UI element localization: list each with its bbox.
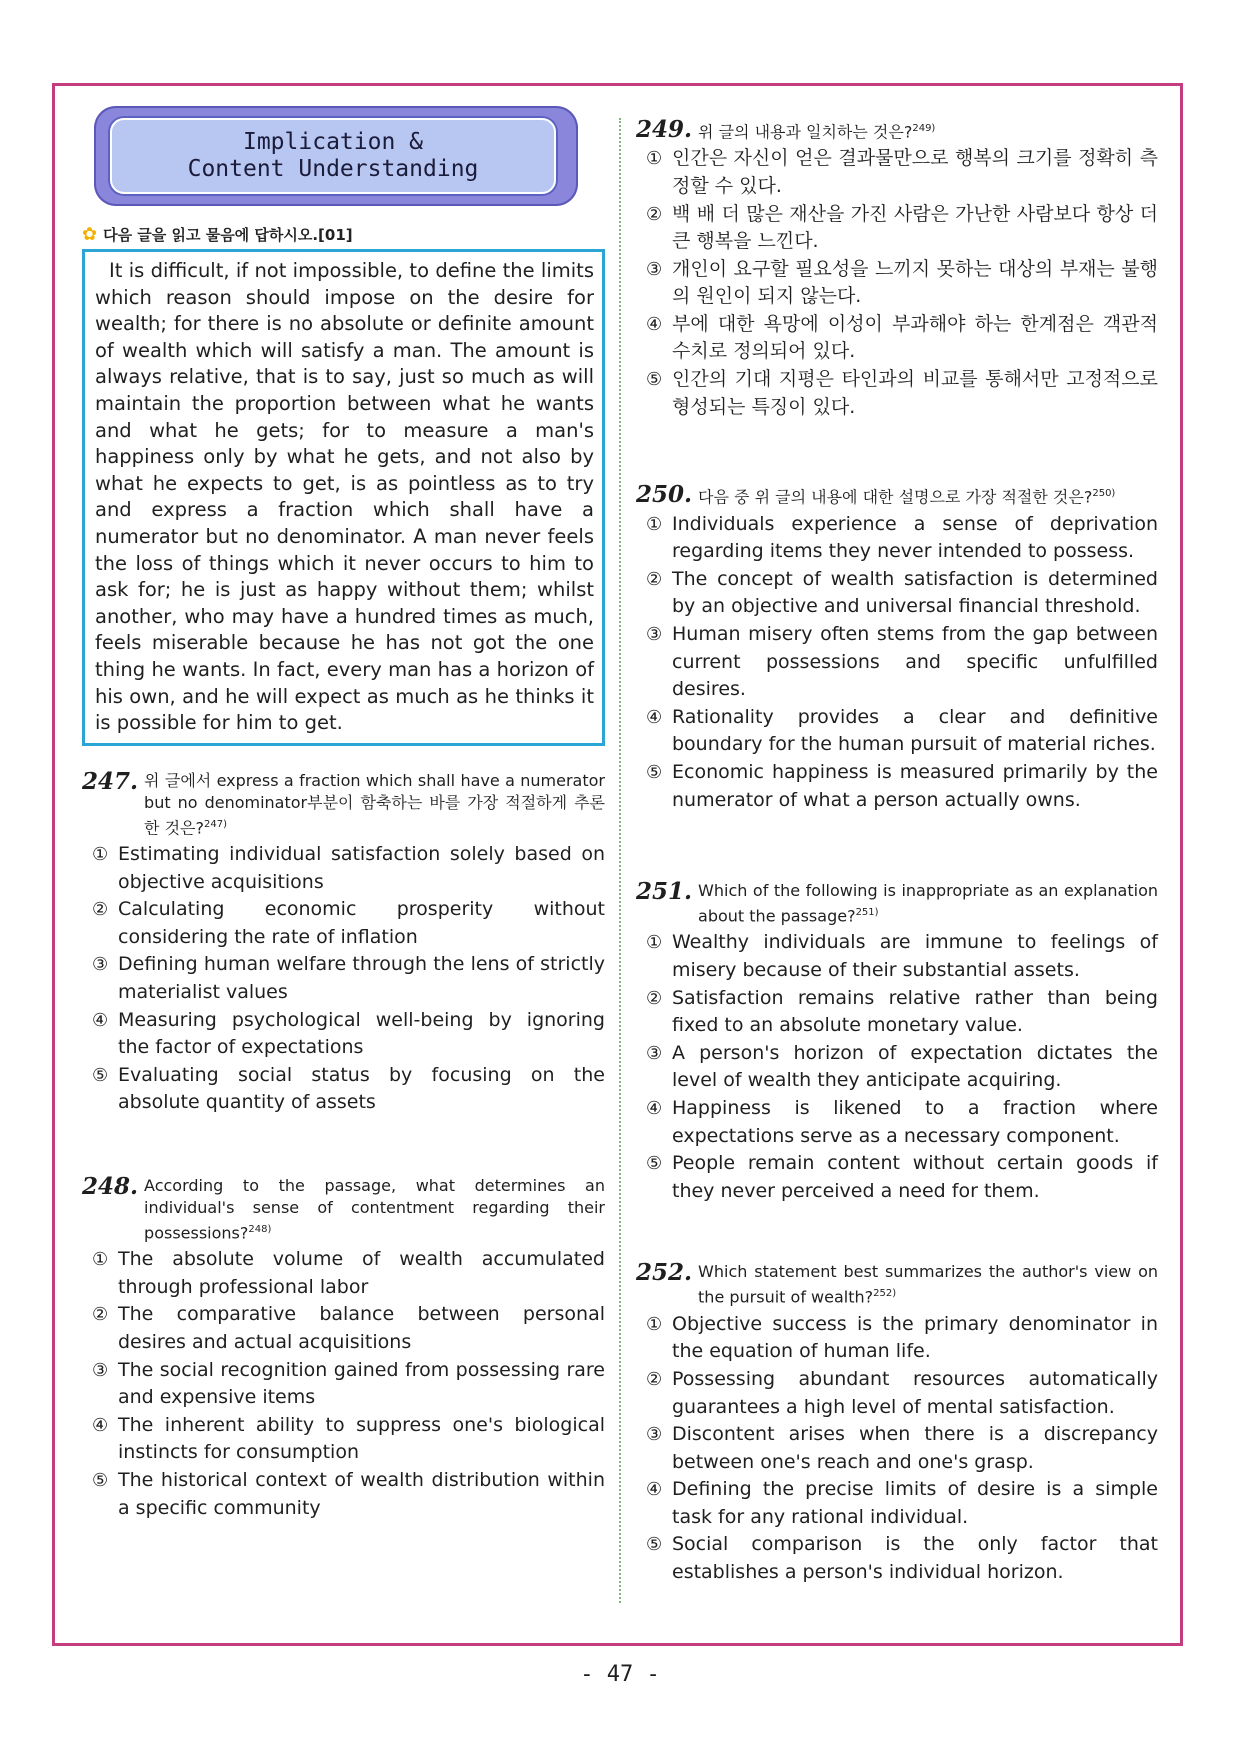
option-marker: ③: [92, 954, 109, 976]
answer-option: [646, 1311, 1158, 1366]
answer-option: [646, 366, 1158, 421]
option-list: [636, 929, 1158, 1205]
option-text: Evaluating social status by focusing on the absolute quantity of assets: [118, 1063, 605, 1114]
right-question-list: [636, 118, 1158, 1587]
option-text: Human misery often stems from the gap between current possessions and specific unfulfilled desires.: [672, 622, 1158, 701]
section-title: Implication & Content Understanding: [187, 129, 479, 182]
option-list: [82, 1246, 605, 1522]
footnote-ref: 251): [855, 907, 879, 919]
option-text: Individuals experience a sense of deprivation regarding items they never intended to possess.: [672, 512, 1158, 563]
option-text: The comparative balance between personal desires and actual acquisitions: [118, 1303, 605, 1354]
question-header: [636, 483, 1158, 508]
option-text: Estimating individual satisfaction solely based on objective acquisitions: [118, 843, 605, 893]
answer-option: [646, 929, 1158, 984]
footnote-ref: 250): [1092, 488, 1116, 500]
option-marker: ⑤: [646, 369, 663, 391]
option-text: Happiness is likened to a fraction where expectations serve as a necessary component.: [672, 1097, 1158, 1147]
option-text: Defining human welfare through the lens of strictly materialist values: [118, 953, 605, 1003]
section-badge: [94, 106, 578, 206]
question-stem-text: Which statement best summarizes the author's view on the pursuit of wealth?: [698, 1262, 1158, 1307]
answer-option: [646, 1421, 1158, 1476]
answer-option: [646, 1150, 1158, 1205]
option-marker: ④: [646, 1098, 663, 1120]
option-text: Wealthy individuals are immune to feelings of misery because of their substantial assets.: [672, 931, 1158, 982]
option-marker: ④: [646, 313, 663, 335]
question-number: 250.: [636, 481, 693, 509]
reading-passage: It is difficult, if not impossible, to define the limits which reason should impose on the desire for wealth; for there is no absolute or definite amount of wealth which will satisfy a man. The amount is always relative, that is to say, just so much as will maintain the proportion between what he wants and what he gets; for to measure a man's happiness only by what he gets, and not also by what he expects to get, is as pointless as to try and express a fraction which shall have a numerator but no denominator. A man never feels the loss of things which it never occurs to him to ask for; he is just as happy without them; whilst another, who may have a hundred times as much, feels miserable because he has not got the one thing he wants. In fact, every man has a horizon of his own, and he will expect as much as he thinks it is possible for him to get.: [82, 249, 605, 746]
column-divider: [619, 118, 621, 1603]
answer-option: [92, 1301, 605, 1356]
answer-option: [646, 566, 1158, 621]
footnote-ref: 248): [248, 1223, 272, 1235]
page-number: - 47 -: [580, 1662, 660, 1687]
question-247: [82, 767, 605, 1117]
question-number: 251.: [636, 878, 693, 906]
answer-option: [92, 841, 605, 896]
question-stem: [698, 118, 1158, 143]
instruction: [82, 224, 605, 245]
answer-option: [92, 1467, 605, 1522]
option-marker: ②: [92, 1304, 109, 1326]
question-stem-text: 위 글에서 express a fraction which shall have a numerator but no denominator부분이 함축하는 바를 가장 적절하게 추론한 것은?: [144, 770, 605, 838]
answer-option: [92, 951, 605, 1006]
option-text: Possessing abundant resources automatically guarantees a high level of mental satisfaction.: [672, 1367, 1158, 1418]
option-marker: ④: [92, 1414, 109, 1436]
question-stem: [144, 1175, 605, 1244]
option-text: 부에 대한 욕망에 이성이 부과해야 하는 한계점은 객관적 수치로 정의되어 있다.: [672, 312, 1158, 363]
option-text: 인간의 기대 지평은 타인과의 비교를 통해서만 고정적으로 형성되는 특징이 있다.: [672, 368, 1158, 418]
question-248: [82, 1172, 605, 1522]
question-stem-text: According to the passage, what determines an individual's sense of contentment regarding their possessions?: [144, 1175, 605, 1243]
option-marker: ⑤: [646, 1534, 663, 1556]
flower-icon: ✿: [82, 224, 98, 245]
option-marker: ③: [646, 258, 663, 280]
answer-option: [92, 896, 605, 951]
option-text: 백 배 더 많은 재산을 가진 사람은 가난한 사람보다 항상 더 큰 행복을 느낀다.: [672, 202, 1158, 253]
question-249: [636, 118, 1158, 421]
question-250: [636, 483, 1158, 814]
left-question-list: [82, 767, 605, 1523]
question-stem-text: 위 글의 내용과 일치하는 것은?: [698, 122, 913, 142]
answer-option: [92, 1246, 605, 1301]
answer-option: [646, 1476, 1158, 1531]
option-text: 인간은 자신이 얻은 결과물만으로 행복의 크기를 정확히 측정할 수 있다.: [672, 147, 1158, 197]
answer-option: [646, 1366, 1158, 1421]
option-text: Measuring psychological well-being by ignoring the factor of expectations: [118, 1008, 605, 1059]
question-header: [82, 1172, 605, 1244]
option-marker: ①: [92, 1249, 109, 1271]
option-marker: ②: [646, 1368, 663, 1390]
option-text: Satisfaction remains relative rather than being fixed to an absolute monetary value.: [672, 986, 1158, 1037]
answer-option: [646, 704, 1158, 759]
question-number: 252.: [636, 1259, 693, 1287]
option-text: Defining the precise limits of desire is a simple task for any rational individual.: [672, 1478, 1158, 1528]
option-text: Discontent arises when there is a discrepancy between one's reach and one's grasp.: [672, 1423, 1158, 1473]
answer-option: [646, 1531, 1158, 1586]
option-marker: ①: [646, 932, 663, 954]
option-list: [636, 1311, 1158, 1587]
question-header: [636, 1261, 1158, 1308]
answer-option: [92, 1062, 605, 1117]
question-header: [636, 118, 1158, 143]
option-text: The historical context of wealth distribution within a specific community: [118, 1469, 605, 1519]
option-marker: ③: [92, 1359, 109, 1381]
option-marker: ⑤: [646, 761, 663, 783]
answer-option: [646, 201, 1158, 256]
answer-option: [646, 621, 1158, 704]
question-stem-text: 다음 중 위 글의 내용에 대한 설명으로 가장 적절한 것은?: [698, 487, 1093, 507]
question-number: 247.: [82, 767, 139, 795]
option-marker: ③: [646, 623, 663, 645]
footnote-ref: 252): [873, 1288, 897, 1300]
question-header: [636, 880, 1158, 927]
question-stem: [698, 880, 1158, 927]
answer-option: [92, 1412, 605, 1467]
option-marker: ②: [646, 987, 663, 1009]
option-marker: ①: [646, 148, 663, 170]
question-number: 249.: [636, 116, 693, 143]
option-marker: ②: [646, 568, 663, 590]
option-text: Social comparison is the only factor that establishes a person's individual horizon.: [672, 1533, 1158, 1584]
answer-option: [646, 985, 1158, 1040]
question-number: 248.: [82, 1172, 139, 1200]
option-marker: ②: [646, 203, 663, 225]
option-marker: ②: [92, 899, 109, 921]
option-list: [636, 511, 1158, 815]
option-marker: ⑤: [92, 1470, 109, 1492]
answer-option: [92, 1357, 605, 1412]
option-text: 개인이 요구할 필요성을 느끼지 못하는 대상의 부재는 불행의 원인이 되지 않는다.: [672, 257, 1158, 308]
option-text: Rationality provides a clear and definitive boundary for the human pursuit of material riches.: [672, 705, 1158, 756]
option-list: [82, 841, 605, 1117]
option-marker: ⑤: [646, 1153, 663, 1175]
option-text: Calculating economic prosperity without considering the rate of inflation: [118, 898, 605, 948]
question-stem: [698, 1261, 1158, 1308]
left-column: [82, 106, 605, 1522]
option-marker: ①: [646, 1313, 663, 1335]
answer-option: [646, 1040, 1158, 1095]
option-marker: ③: [646, 1042, 663, 1064]
answer-option: [646, 311, 1158, 366]
option-text: The social recognition gained from possessing rare and expensive items: [118, 1358, 605, 1409]
right-column: [636, 118, 1158, 1587]
question-header: [82, 767, 605, 839]
option-text: The absolute volume of wealth accumulated through professional labor: [118, 1248, 605, 1298]
option-marker: ④: [646, 1479, 663, 1501]
footnote-ref: 247): [203, 818, 227, 830]
option-list: [636, 145, 1158, 421]
answer-option: [646, 145, 1158, 200]
option-text: The inherent ability to suppress one's biological instincts for consumption: [118, 1413, 605, 1464]
option-text: Economic happiness is measured primarily by the numerator of what a person actually owns.: [672, 760, 1158, 811]
question-251: [636, 880, 1158, 1205]
option-marker: ⑤: [92, 1064, 109, 1086]
option-marker: ①: [92, 844, 109, 866]
question-stem: [698, 483, 1158, 508]
answer-option: [646, 511, 1158, 566]
option-text: Objective success is the primary denominator in the equation of human life.: [672, 1312, 1158, 1363]
question-stem: [144, 770, 605, 839]
answer-option: [92, 1007, 605, 1062]
option-text: A person's horizon of expectation dictates the level of wealth they anticipate acquiring.: [672, 1041, 1158, 1092]
option-marker: ③: [646, 1424, 663, 1446]
answer-option: [646, 256, 1158, 311]
answer-option: [646, 759, 1158, 814]
option-text: People remain content without certain goods if they never perceived a need for them.: [672, 1152, 1158, 1202]
footnote-ref: 249): [912, 123, 936, 134]
question-252: [636, 1261, 1158, 1586]
question-stem-text: Which of the following is inappropriate as an explanation about the passage?: [698, 881, 1158, 926]
option-marker: ④: [92, 1009, 109, 1031]
answer-option: [646, 1095, 1158, 1150]
option-text: The concept of wealth satisfaction is determined by an objective and universal financial threshold.: [672, 567, 1158, 618]
option-marker: ①: [646, 513, 663, 535]
instruction-text: 다음 글을 읽고 물음에 답하시오.[01]: [103, 226, 353, 244]
option-marker: ④: [646, 706, 663, 728]
